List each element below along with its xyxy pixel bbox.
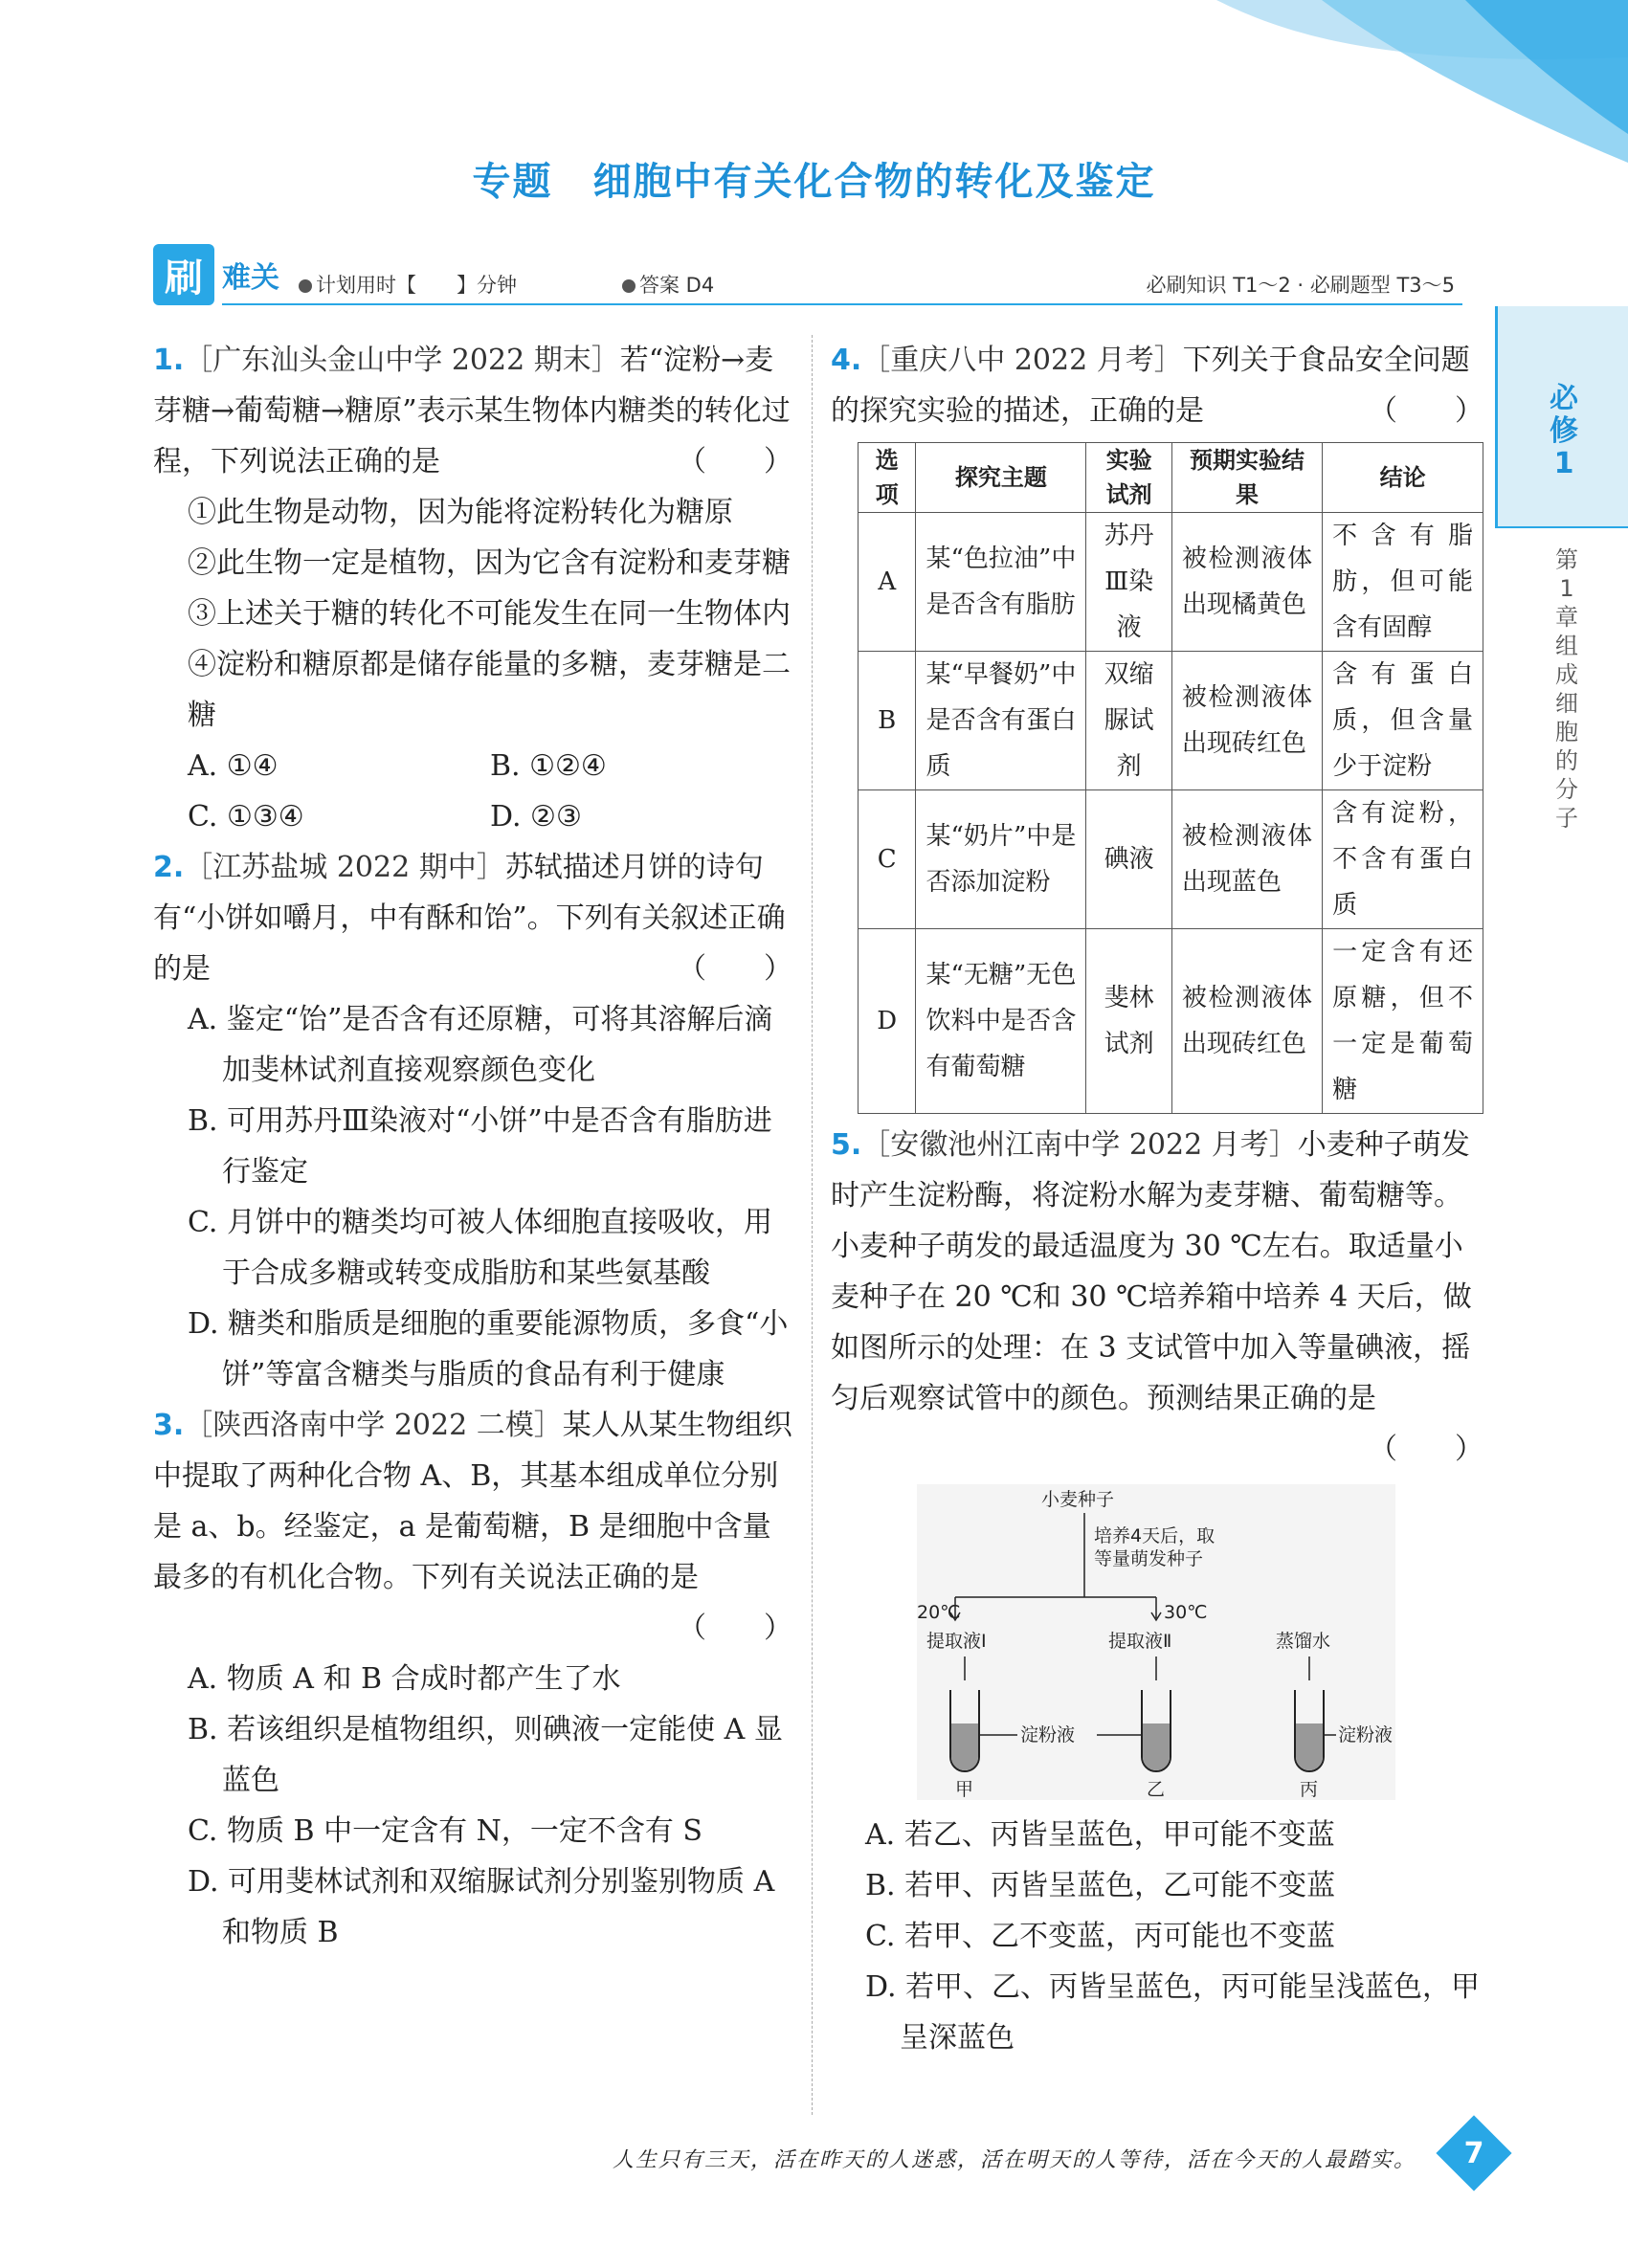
header-divider: [222, 303, 1462, 305]
question-1: [153, 335, 792, 842]
table-header: 结论: [1323, 443, 1483, 513]
side-tab-volume: 必修1: [1550, 382, 1578, 480]
answer-ref: [622, 270, 714, 299]
brand-logo: 刷: [153, 244, 214, 305]
right-column: [831, 335, 1483, 2063]
clock-icon: [299, 279, 312, 293]
option-a[interactable]: A. 鉴定“饴”是否含有还原糖，可将其溶解后滴加斐林试剂直接观察颜色变化: [188, 1003, 773, 1087]
diagram-step-label-2: 等量萌发种子: [1094, 1548, 1204, 1569]
table-cell: 含有蛋白质，但含量少于淀粉: [1323, 652, 1483, 790]
diagram-starch-label: 淀粉液: [1338, 1724, 1394, 1745]
question-source: ［广东汕头金山中学 2022 期末］: [184, 344, 620, 377]
option-row: [188, 791, 792, 842]
question-2: [153, 842, 792, 1400]
left-column: [153, 335, 792, 1958]
statement: ③上述关于糖的转化不可能发生在同一生物体内: [188, 597, 791, 631]
option-a[interactable]: A. 物质 A 和 B 合成时都产生了水: [188, 1662, 621, 1696]
table-header: 探究主题: [916, 443, 1086, 513]
table-cell: 某“无糖”无色饮料中是否含有葡萄糖: [916, 929, 1086, 1114]
footer-motto: 人生只有三天，活在昨天的人迷惑，活在明天的人等待，活在今天的人最踏实。: [613, 2148, 1417, 2172]
table-cell: 被检测液体出现橘黄色: [1171, 513, 1322, 652]
table-header: 预期实验结果: [1171, 443, 1322, 513]
question-text: 小麦种子萌发时产生淀粉酶，将淀粉水解为麦芽糖、葡萄糖等。小麦种子萌发的最适温度为 30 ℃左右。取适量小麦种子在 20 ℃和 30 ℃培养箱中培养 4 天后，做如图所示的处理：在 3 支试管中加入等量碘液，摇匀后观察试管中的颜色。预测结果正确的是: [831, 1128, 1472, 1415]
question-number: 4.: [831, 344, 862, 377]
question-4: [831, 335, 1483, 1114]
question-text: 下列关于食品安全问题的探究实验的描述，正确的是: [831, 344, 1470, 428]
table-cell: 一定含有还原糖，但不一定是葡萄糖: [1323, 929, 1483, 1114]
answer-ref-label: 答案 D4: [639, 274, 715, 297]
table-header: 实验试剂: [1086, 443, 1172, 513]
table-header-row: [859, 443, 1483, 513]
option-c[interactable]: C. ①③④: [188, 800, 304, 834]
table-cell: 含有淀粉，不含有蛋白质: [1323, 790, 1483, 929]
experiment-table: [858, 442, 1483, 1114]
table-cell: D: [859, 929, 916, 1114]
section-header: [153, 244, 1464, 311]
question-stem: [153, 842, 792, 994]
table-cell: 某“奶片”中是否添加淀粉: [916, 790, 1086, 929]
question-5: [831, 1120, 1483, 2063]
difficulty-label: 难关: [222, 261, 279, 295]
statement: ④淀粉和糖原都是储存能量的多糖，麦芽糖是二糖: [188, 648, 791, 732]
question-source: ［重庆八中 2022 月考］: [861, 344, 1183, 377]
answer-parentheses: （ ）: [1369, 1433, 1483, 1466]
decorative-brush-stroke: [1149, 0, 1628, 163]
question-stem: [153, 1400, 792, 1654]
question-stem: [831, 1120, 1483, 1475]
page-number: 7: [1463, 2136, 1484, 2170]
table-row: [859, 652, 1483, 790]
question-source: ［陕西洛南中学 2022 二模］: [184, 1409, 563, 1442]
option-d[interactable]: D. 若甲、乙、丙皆呈蓝色，丙可能呈浅蓝色，甲呈深蓝色: [865, 1970, 1481, 2055]
side-tab-chapter: 第1章 组成细胞的分子: [1555, 546, 1601, 832]
diagram-starch-label: 淀粉液: [1020, 1724, 1076, 1745]
answer-parentheses: （ ）: [1369, 394, 1483, 428]
experiment-diagram: [917, 1484, 1395, 1800]
table-cell: A: [859, 513, 916, 652]
statement: ①此生物是动物，因为能将淀粉转化为糖原: [188, 496, 733, 529]
table-row: [859, 929, 1483, 1114]
answer-parentheses: （ ）: [678, 1612, 792, 1645]
diagram-extract-2: 提取液Ⅱ: [1108, 1631, 1172, 1652]
table-row: [859, 790, 1483, 929]
option-b[interactable]: B. 若甲、丙皆呈蓝色，乙可能不变蓝: [865, 1869, 1336, 1902]
question-source: ［安徽池州江南中学 2022 月考］: [861, 1128, 1298, 1162]
table-cell: B: [859, 652, 916, 790]
option-b[interactable]: B. ①②④: [490, 749, 607, 783]
table-cell: 被检测液体出现砖红色: [1171, 652, 1322, 790]
side-tab-divider: [1495, 526, 1628, 528]
side-tab: [1495, 306, 1628, 861]
diagram-tube-yi: 乙: [1147, 1779, 1166, 1800]
table-row: [859, 513, 1483, 652]
table-cell: 斐林试剂: [1086, 929, 1172, 1114]
diagram-extract-1: 提取液Ⅰ: [926, 1631, 987, 1652]
option-a[interactable]: A. 若乙、丙皆呈蓝色，甲可能不变蓝: [865, 1818, 1335, 1852]
diagram-step-label: 培养4天后，取: [1094, 1525, 1215, 1546]
knowledge-ref: 必刷知识 T1～2 · 必刷题型 T3～5: [1146, 274, 1455, 297]
question-stem: [831, 335, 1483, 436]
answer-parentheses: （ ）: [678, 445, 792, 478]
table-cell: C: [859, 790, 916, 929]
diagram-tube-bing: 丙: [1300, 1779, 1319, 1800]
option-b[interactable]: B. 可用苏丹Ⅲ染液对“小饼”中是否含有脂肪进行鉴定: [188, 1104, 772, 1189]
table-cell: 被检测液体出现蓝色: [1171, 790, 1322, 929]
table-cell: 碘液: [1086, 790, 1172, 929]
question-number: 5.: [831, 1128, 862, 1162]
question-stem: [153, 335, 792, 487]
question-text: 若“淀粉→麦芽糖→葡萄糖→糖原”表示某生物体内糖类的转化过程，下列说法正确的是: [153, 344, 791, 478]
page-title: 专题 细胞中有关化合物的转化及鉴定: [472, 160, 1156, 204]
diagram-temp-30: 30℃: [1164, 1602, 1208, 1623]
diagram-tube-jia: 甲: [955, 1779, 974, 1800]
question-number: 3.: [153, 1409, 185, 1442]
table-cell: 被检测液体出现砖红色: [1171, 929, 1322, 1114]
question-text: 苏轼描述月饼的诗句有“小饼如嚼月，中有酥和饴”。下列有关叙述正确的是: [153, 851, 786, 986]
table-header: 选项: [859, 443, 916, 513]
option-d[interactable]: D. 糖类和脂质是细胞的重要能源物质，多食“小饼”等富含糖类与脂质的食品有利于健康: [188, 1307, 789, 1391]
answer-icon: [622, 279, 636, 293]
table-cell: 双缩脲试剂: [1086, 652, 1172, 790]
option-d[interactable]: D. ②③: [490, 800, 582, 834]
option-b[interactable]: B. 若该组织是植物组织，则碘液一定能使 A 显蓝色: [188, 1713, 783, 1797]
column-divider: [812, 335, 813, 2115]
table-cell: 某“早餐奶”中是否含有蛋白质: [916, 652, 1086, 790]
question-source: ［江苏盐城 2022 期中］: [184, 851, 505, 884]
question-text: 某人从某生物组织中提取了两种化合物 A、B，其基本组成单位分别是 a、b。经鉴定，a 是葡萄糖，B 是细胞中含量最多的有机化合物。下列有关说法正确的是: [153, 1409, 792, 1594]
answer-parentheses: （ ）: [678, 952, 792, 986]
question-number: 1.: [153, 344, 185, 377]
question-3: [153, 1400, 792, 1958]
table-cell: 不含有脂肪，但可能含有固醇: [1323, 513, 1483, 652]
diagram-temp-20: 20℃: [917, 1602, 961, 1623]
diagram-water: 蒸馏水: [1276, 1631, 1331, 1652]
option-row: [188, 741, 792, 791]
table-cell: 某“色拉油”中是否含有脂肪: [916, 513, 1086, 652]
table-cell: 苏丹Ⅲ染液: [1086, 513, 1172, 652]
option-c[interactable]: C. 物质 B 中一定含有 N，一定不含有 S: [188, 1814, 702, 1848]
statement: ②此生物一定是植物，因为它含有淀粉和麦芽糖: [188, 546, 791, 580]
option-c[interactable]: C. 月饼中的糖类均可被人体细胞直接吸收，用于合成多糖或转变成脂肪和某些氨基酸: [188, 1206, 772, 1290]
diagram-seed-label: 小麦种子: [1041, 1489, 1115, 1510]
plan-time-text: [299, 270, 517, 299]
option-c[interactable]: C. 若甲、乙不变蓝，丙可能也不变蓝: [865, 1920, 1335, 1953]
question-number: 2.: [153, 851, 185, 884]
plan-time-label: 计划用时【 】分钟: [316, 274, 517, 297]
option-d[interactable]: D. 可用斐林试剂和双缩脲试剂分别鉴别物质 A 和物质 B: [188, 1865, 775, 1949]
option-a[interactable]: A. ①④: [188, 749, 279, 783]
